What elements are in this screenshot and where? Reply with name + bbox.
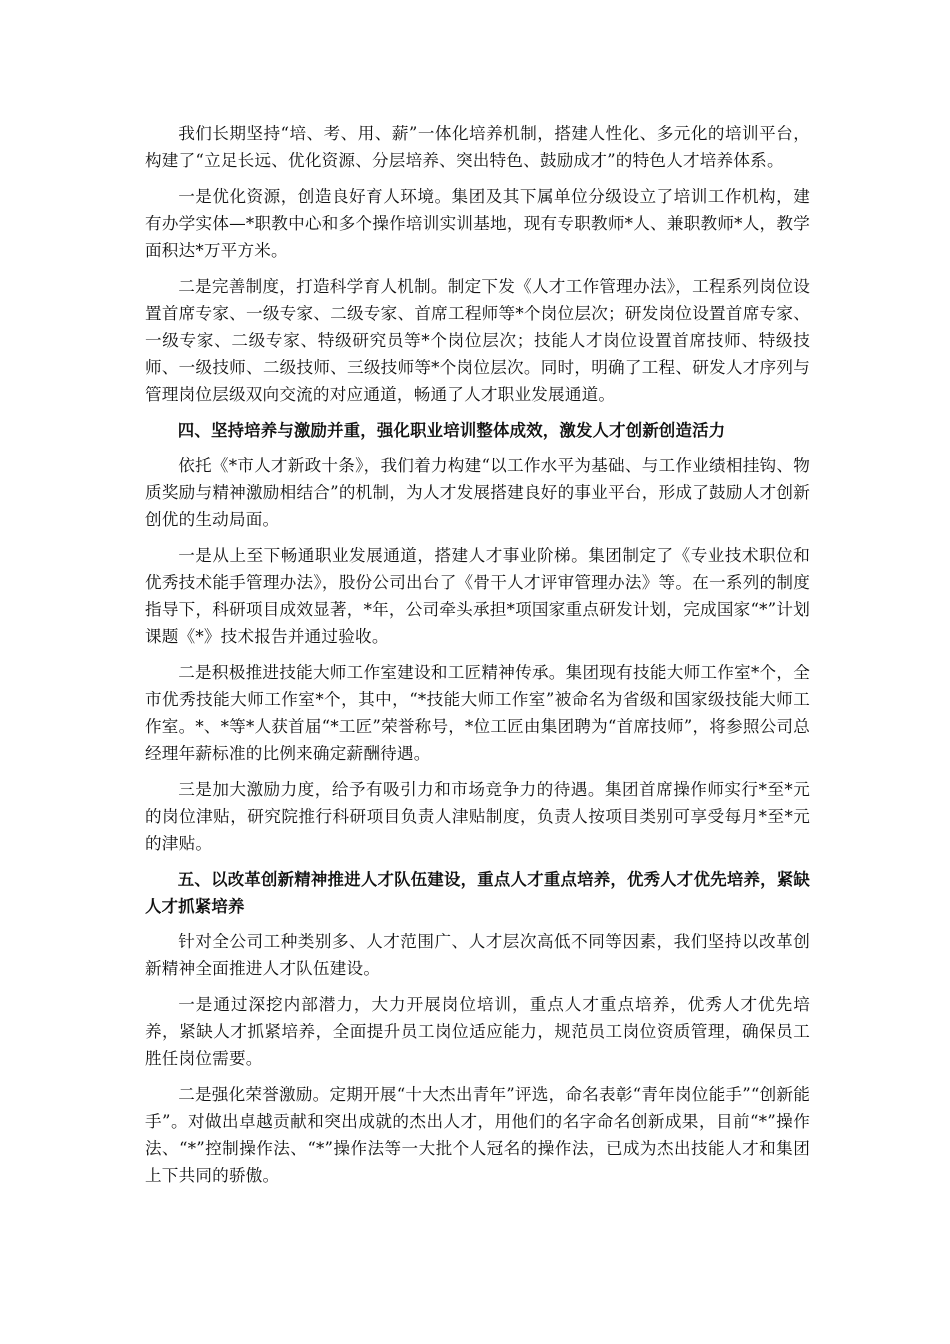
intro-paragraph: 我们长期坚持“培、考、用、薪”一体化培养机制，搭建人性化、多元化的培训平台，构建了“立足长远、优化资源、分层培养、突出特色、鼓励成才”的特色人才培养体系。 xyxy=(145,124,810,170)
section-heading-5: 五、以改革创新精神推进人才队伍建设，重点人才重点培养，优秀人才优先培养，紧缺人才抓紧培养 xyxy=(145,870,810,916)
paragraph-internal-training: 一是通过深挖内部潜力，大力开展岗位培训，重点人才重点培养，优秀人才优先培养，紧缺人才抓紧培养，全面提升员工岗位适应能力，规范员工岗位资质管理，确保员工胜任岗位需要。 xyxy=(145,995,810,1068)
paragraph-honor-incentives: 二是强化荣誉激励。定期开展“十大杰出青年”评选，命名表彰“青年岗位能手”“创新能手”。对做出卓越贡献和突出成就的杰出人才，用他们的名字命名创新成果，目前“*”操作法、“*”控制操作法、“*”操作法等一大批个人冠名的操作法，已成为杰出技能人才和集团上下共同的骄傲。 xyxy=(145,1085,810,1185)
document-page xyxy=(145,120,810,1198)
paragraph-master-studio: 二是积极推进技能大师工作室建设和工匠精神传承。集团现有技能大师工作室*个，全市优秀技能大师工作室*个，其中，“*技能大师工作室”被命名为省级和国家级技能大师工作室。*、*等*人获首届“*工匠”荣誉称号，*位工匠由集团聘为“首席技师”，将参照公司总经理年薪标准的比例来确定薪酬待遇。 xyxy=(145,663,810,763)
paragraph-improve-system: 二是完善制度，打造科学育人机制。制定下发《人才工作管理办法》，工程系列岗位设置首席专家、一级专家、二级专家、首席工程师等*个岗位层次；研发岗位设置首席专家、一级专家、二级专家、特级研究员等*个岗位层次；技能人才岗位设置首席技师、特级技师、一级技师、二级技师、三级技师等*个岗位层次。同时，明确了工程、研发人才序列与管理岗位层级双向交流的对应通道，畅通了人才职业发展通道。 xyxy=(145,277,810,404)
paragraph-career-channel: 一是从上至下畅通职业发展通道，搭建人才事业阶梯。集团制定了《专业技术职位和优秀技术能手管理办法》，股份公司出台了《骨干人才评审管理办法》等。在一系列的制度指导下，科研项目成效显著，*年，公司牵头承担*项国家重点研发计划，完成国家“*”计划课题《*》技术报告并通过验收。 xyxy=(145,546,810,646)
paragraph-optimize-resources: 一是优化资源，创造良好育人环境。集团及其下属单位分级设立了培训工作机构，建有办学实体—*职教中心和多个操作培训实训基地，现有专职教师*人、兼职教师*人，教学面积达*万平方米。 xyxy=(145,187,810,260)
paragraph-incentives: 三是加大激励力度，给予有吸引力和市场竞争力的待遇。集团首席操作师实行*至*元的岗位津贴，研究院推行科研项目负责人津贴制度，负责人按项目类别可享受每月*至*元的津贴。 xyxy=(145,780,810,853)
section-4-intro-paragraph: 依托《*市人才新政十条》，我们着力构建“以工作水平为基础、与工作业绩相挂钩、物质奖励与精神激励相结合”的机制，为人才发展搭建良好的事业平台，形成了鼓励人才创新创优的生动局面。 xyxy=(145,456,810,529)
section-heading-4: 四、坚持培养与激励并重，强化职业培训整体成效，激发人才创新创造活力 xyxy=(177,421,726,440)
section-5-intro-paragraph: 针对全公司工种类别多、人才范围广、人才层次高低不同等因素，我们坚持以改革创新精神全面推进人才队伍建设。 xyxy=(145,932,810,978)
